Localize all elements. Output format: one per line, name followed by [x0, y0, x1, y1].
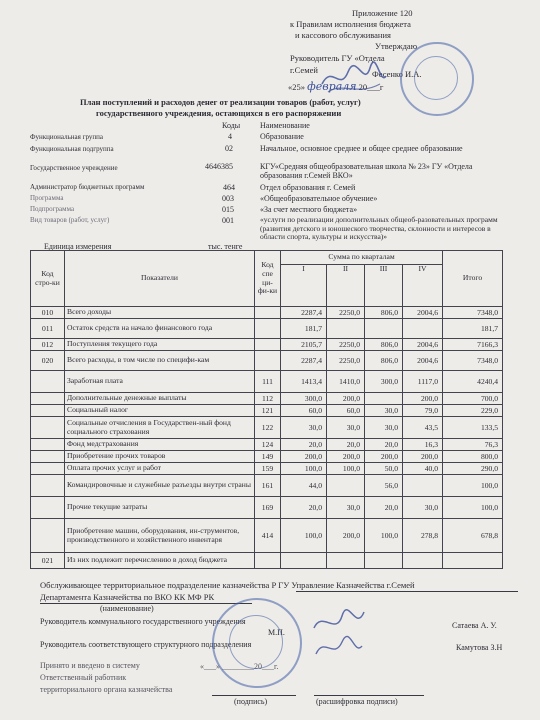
row-code-cell	[31, 451, 65, 463]
date-month-handwritten: февраля	[307, 80, 357, 93]
row-quarter-cell: 200,0	[327, 519, 365, 553]
row-quarter-cell: 20,0	[281, 497, 327, 519]
row-quarter-cell: 2287,4	[281, 307, 327, 319]
meta-label: Функциональная подгруппа	[30, 145, 114, 153]
row-label-cell: Прочие текущие затраты	[65, 497, 255, 519]
table-row	[31, 307, 503, 319]
row-quarter-cell: 20,0	[365, 497, 403, 519]
row-quarter-cell: 200,0	[327, 393, 365, 405]
meta-code: 001	[222, 216, 234, 225]
unit-label: Единица измерения	[44, 242, 112, 251]
row-spec-cell	[255, 319, 281, 339]
title-line-1: План поступлений и расходов денег от реализации товаров (работ, услуг)	[80, 97, 361, 107]
row-label-cell: Социальный налог	[65, 405, 255, 417]
row-spec-cell: 161	[255, 475, 281, 497]
row-quarter-cell: 40,0	[403, 463, 443, 475]
row-quarter-cell: 100,0	[281, 519, 327, 553]
approved-label: Утверждаю	[375, 41, 418, 51]
row-quarter-cell	[327, 553, 365, 569]
row-quarter-cell: 20,0	[281, 439, 327, 451]
row-total-cell: 7348,0	[443, 351, 503, 371]
row-spec-cell	[255, 307, 281, 319]
footer-head-name: Сатаева А. У.	[452, 621, 497, 630]
row-total-cell: 76,3	[443, 439, 503, 451]
table-row	[31, 519, 503, 553]
row-quarter-cell: 200,0	[403, 451, 443, 463]
header-indicators: Показатели	[65, 251, 255, 307]
row-spec-cell: 121	[255, 405, 281, 417]
head-name: Фесенко И.А.	[372, 69, 422, 79]
footer-date-blank: «___» ________20___г.	[200, 662, 279, 671]
header-q2: II	[327, 265, 365, 307]
row-quarter-cell: 20,0	[365, 439, 403, 451]
table-body	[31, 307, 503, 569]
date-day: «25»	[288, 82, 305, 92]
row-quarter-cell: 2004,6	[403, 339, 443, 351]
row-total-cell: 100,0	[443, 475, 503, 497]
row-quarter-cell: 2250,0	[327, 339, 365, 351]
meta-name: «Общеобразовательное обучение»	[260, 194, 378, 203]
footer-unit-head-label: Руководитель соответствующего структурного подразделения	[40, 640, 252, 649]
row-code-cell	[31, 393, 65, 405]
row-spec-cell: 111	[255, 371, 281, 393]
header-quarter-sum: Сумма по кварталам	[281, 251, 443, 265]
row-label-cell: Командировочные и служебные разъезды внутри страны	[65, 475, 255, 497]
meta-name: Начальное, основное среднее и общее среднее образование	[260, 144, 463, 153]
row-total-cell: 800,0	[443, 451, 503, 463]
row-quarter-cell: 181,7	[281, 319, 327, 339]
footer-treasury-body: территориального органа казначейства	[40, 685, 173, 694]
row-quarter-cell: 200,0	[281, 451, 327, 463]
row-label-cell: Фонд медстрахования	[65, 439, 255, 451]
row-spec-cell	[255, 553, 281, 569]
footer-unit-head-name: Камутова З.Н	[456, 643, 503, 652]
meta-code: 4646385	[205, 162, 233, 171]
row-code-cell	[31, 405, 65, 417]
row-code-cell	[31, 463, 65, 475]
title-line-2: государственного учреждения, остающихся в его распоряжении	[96, 108, 342, 118]
row-code-cell	[31, 475, 65, 497]
header-q3: III	[365, 265, 403, 307]
row-code-cell: 020	[31, 351, 65, 371]
row-quarter-cell: 806,0	[365, 351, 403, 371]
row-quarter-cell: 16,3	[403, 439, 443, 451]
meta-name: «услуги по реализации дополнительных общеоб-разовательных программ (развития детского и юношеского творчества, склонности и интересов в области спорта, культуры и искусства)»	[260, 215, 498, 242]
meta-code: 015	[222, 205, 234, 214]
meta-label: Государственное учреждение	[30, 164, 118, 172]
row-spec-cell: 122	[255, 417, 281, 439]
official-stamp-inner-ring	[414, 56, 458, 100]
row-total-cell: 7348,0	[443, 307, 503, 319]
meta-label: Вид товаров (работ, услуг)	[30, 216, 110, 224]
row-code-cell	[31, 519, 65, 553]
footer-signature-caption: (подпись)	[234, 697, 268, 706]
row-quarter-cell: 30,0	[327, 497, 365, 519]
row-total-cell: 700,0	[443, 393, 503, 405]
row-quarter-cell	[281, 553, 327, 569]
row-quarter-cell: 806,0	[365, 339, 403, 351]
header-total: Итого	[443, 251, 503, 307]
signature-scribble-top	[318, 58, 388, 98]
row-label-cell: Приобретение прочих товаров	[65, 451, 255, 463]
table-row	[31, 339, 503, 351]
table-row	[31, 393, 503, 405]
row-quarter-cell: 2004,6	[403, 307, 443, 319]
row-quarter-cell: 60,0	[327, 405, 365, 417]
row-quarter-cell: 300,0	[365, 371, 403, 393]
row-quarter-cell: 30,0	[365, 417, 403, 439]
row-label-cell: Заработная плата	[65, 371, 255, 393]
row-quarter-cell: 30,0	[327, 417, 365, 439]
row-quarter-cell	[403, 319, 443, 339]
row-total-cell: 100,0	[443, 497, 503, 519]
table-row	[31, 351, 503, 371]
row-code-cell: 021	[31, 553, 65, 569]
row-quarter-cell: 200,0	[403, 393, 443, 405]
footer-servicing: Обслуживающее территориальное подразделение казначейства Р ГУ Управление Казначейства г.Семей	[40, 580, 415, 590]
row-quarter-cell: 79,0	[403, 405, 443, 417]
row-quarter-cell: 56,0	[365, 475, 403, 497]
row-quarter-cell: 2250,0	[327, 351, 365, 371]
table-row	[31, 463, 503, 475]
row-quarter-cell: 30,0	[403, 497, 443, 519]
row-spec-cell: 169	[255, 497, 281, 519]
row-quarter-cell: 1413,4	[281, 371, 327, 393]
unit-value: тыс. тенге	[208, 242, 243, 251]
row-total-cell: 133,5	[443, 417, 503, 439]
footer-naming: (наименование)	[100, 604, 154, 613]
meta-name: КГУ«Средняя общеобразовательная школа № 23» ГУ «Отдела образования г.Семей ВКО»	[260, 162, 473, 181]
row-quarter-cell: 200,0	[327, 451, 365, 463]
row-quarter-cell	[365, 319, 403, 339]
row-total-cell: 229,0	[443, 405, 503, 417]
meta-label: Администратор бюджетных программ	[30, 183, 145, 191]
row-quarter-cell	[365, 393, 403, 405]
row-total-cell	[443, 553, 503, 569]
table-row	[31, 475, 503, 497]
date-year: 20___г	[358, 82, 384, 92]
row-code-cell: 010	[31, 307, 65, 319]
meta-code: 003	[222, 194, 234, 203]
row-quarter-cell: 2004,6	[403, 351, 443, 371]
table-row	[31, 497, 503, 519]
footer-accepted: Принято и введено в систему	[40, 661, 140, 670]
footer-worker: Ответственный работник	[40, 673, 127, 682]
row-quarter-cell: 278,8	[403, 519, 443, 553]
table-row	[31, 417, 503, 439]
appendix-label: Приложение 120	[352, 8, 413, 18]
meta-col-codes: Коды	[222, 121, 241, 130]
official-stamp-bottom-inner	[229, 615, 283, 669]
row-quarter-cell: 100,0	[327, 463, 365, 475]
meta-name: Образование	[260, 132, 304, 141]
row-spec-cell: 414	[255, 519, 281, 553]
row-code-cell: 012	[31, 339, 65, 351]
meta-label: Подпрограмма	[30, 205, 75, 213]
table-row	[31, 405, 503, 417]
row-spec-cell	[255, 351, 281, 371]
header-spec: Код спе ци-фи-ки	[255, 251, 281, 307]
row-label-cell: Всего доходы	[65, 307, 255, 319]
row-code-cell	[31, 417, 65, 439]
row-quarter-cell	[327, 475, 365, 497]
meta-col-name: Наименование	[260, 121, 310, 130]
row-total-cell: 4240,4	[443, 371, 503, 393]
row-total-cell: 181,7	[443, 319, 503, 339]
row-total-cell: 678,8	[443, 519, 503, 553]
footer-mp: М.П.	[268, 628, 285, 637]
rules-label: к Правилам исполнения бюджета	[290, 19, 411, 29]
row-quarter-cell: 200,0	[365, 451, 403, 463]
row-spec-cell: 159	[255, 463, 281, 475]
row-spec-cell	[255, 339, 281, 351]
row-code-cell	[31, 371, 65, 393]
row-quarter-cell	[327, 319, 365, 339]
row-quarter-cell: 60,0	[281, 405, 327, 417]
row-code-cell: 011	[31, 319, 65, 339]
row-quarter-cell: 20,0	[327, 439, 365, 451]
row-quarter-cell: 806,0	[365, 307, 403, 319]
meta-label: Программа	[30, 194, 64, 202]
row-quarter-cell: 300,0	[281, 393, 327, 405]
row-quarter-cell: 43,5	[403, 417, 443, 439]
row-quarter-cell: 100,0	[365, 519, 403, 553]
row-code-cell	[31, 497, 65, 519]
service-label: и кассового обслуживания	[295, 30, 391, 40]
table-row	[31, 319, 503, 339]
table-row	[31, 439, 503, 451]
row-quarter-cell	[403, 475, 443, 497]
row-quarter-cell: 30,0	[281, 417, 327, 439]
row-quarter-cell: 1117,0	[403, 371, 443, 393]
row-label-cell: Из них подлежит перечислению в доход бюджета	[65, 553, 255, 569]
row-quarter-cell: 2105,7	[281, 339, 327, 351]
footer-department: Департамента Казначейства по ВКО КК МФ РК	[40, 592, 215, 602]
row-total-cell: 7166,3	[443, 339, 503, 351]
row-label-cell: Оплата прочих услуг и работ	[65, 463, 255, 475]
row-label-cell: Остаток средств на начало финансового года	[65, 319, 255, 339]
meta-code: 02	[225, 144, 233, 153]
head-line: Руководитель ГУ «Отдела	[290, 53, 385, 63]
row-quarter-cell: 100,0	[281, 463, 327, 475]
city-line: г.Семей	[290, 65, 318, 75]
row-quarter-cell	[403, 553, 443, 569]
meta-code: 4	[228, 132, 232, 141]
signature-scribble-bottom	[308, 606, 368, 666]
footer-decoding-caption: (расшифровка подписи)	[316, 697, 398, 706]
row-code-cell	[31, 439, 65, 451]
meta-name: Отдел образования г. Семей	[260, 183, 356, 192]
row-label-cell: Всего расходы, в том числе по специфи-кам	[65, 351, 255, 371]
header-q1: I	[281, 265, 327, 307]
row-spec-cell: 149	[255, 451, 281, 463]
row-quarter-cell: 44,0	[281, 475, 327, 497]
meta-label: Функциональная группа	[30, 133, 103, 141]
meta-code: 464	[223, 183, 235, 192]
row-spec-cell: 112	[255, 393, 281, 405]
header-q4: IV	[403, 265, 443, 307]
plan-table	[30, 250, 503, 569]
row-quarter-cell: 30,0	[365, 405, 403, 417]
row-quarter-cell: 50,0	[365, 463, 403, 475]
table-row	[31, 451, 503, 463]
row-spec-cell: 124	[255, 439, 281, 451]
row-quarter-cell	[365, 553, 403, 569]
row-label-cell: Социальные отчисления в Государствен-ный фонд социального страхования	[65, 417, 255, 439]
header-code: Код стро-ки	[31, 251, 65, 307]
row-quarter-cell: 1410,0	[327, 371, 365, 393]
footer-head-label: Руководитель коммунального государственного учреждения	[40, 617, 246, 626]
row-quarter-cell: 2250,0	[327, 307, 365, 319]
row-quarter-cell: 2287,4	[281, 351, 327, 371]
row-label-cell: Поступления текущего года	[65, 339, 255, 351]
table-row	[31, 371, 503, 393]
meta-name: «За счет местного бюджета»	[260, 205, 358, 214]
row-label-cell: Приобретение машин, оборудования, ин-струментов, производственного и хозяйственного инвентаря	[65, 519, 255, 553]
table-row	[31, 553, 503, 569]
row-total-cell: 290,0	[443, 463, 503, 475]
row-label-cell: Дополнительные денежные выплаты	[65, 393, 255, 405]
